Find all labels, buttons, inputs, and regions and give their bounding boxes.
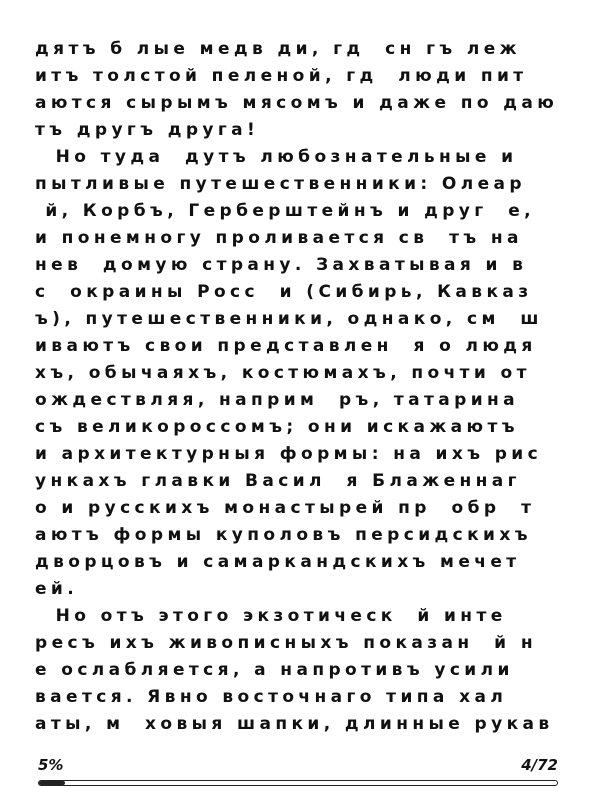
text-line: хъ, обычаяхъ, костюмахъ, почти от xyxy=(35,363,531,383)
text-line: ей. xyxy=(35,579,79,599)
text-line: дятъ б лые медв ди, гд сн гъ леж xyxy=(35,39,521,59)
text-line: итъ толстой пеленой, гд люди пит xyxy=(35,66,528,86)
text-line: нев домую страну. Захватывая и в xyxy=(35,255,528,275)
text-line: и понемногу проливается св тъ на xyxy=(35,228,523,248)
reader-footer xyxy=(38,756,558,796)
text-line: е ослабляется, а напротивъ усили xyxy=(35,660,514,680)
text-line: с окраины Росс и (Сибирь, Кавказ xyxy=(35,282,533,302)
progress-bar-fill xyxy=(39,781,65,785)
text-line: й, Корбъ, Герберштейнъ и друг е, xyxy=(35,201,535,221)
text-line: аты, м ховыя шапки, длинные рукав xyxy=(35,714,554,734)
text-line: аютъ формы куполовъ персидскихъ xyxy=(35,525,532,545)
progress-percent: 5% xyxy=(38,756,64,774)
text-line: ъ), путешественники, однако, см ш xyxy=(35,309,543,329)
text-line: тъ другъ друга! xyxy=(35,120,260,140)
text-line: ресъ ихъ живописныхъ показан й н xyxy=(35,633,537,653)
text-line: пытливые путешественники: Олеар xyxy=(35,174,526,194)
text-line: вается. Явно восточнаго типа хал xyxy=(35,687,508,707)
text-line: дворцовъ и самаркандскихъ мечет xyxy=(35,552,521,572)
text-line: ождествляя, наприм ръ, татарина xyxy=(35,390,520,410)
text-line: о и русскихъ монастырей пр обр т xyxy=(35,498,536,518)
text-line: иваютъ свои представлен я о людя xyxy=(35,336,537,356)
text-line: съ великороссомъ; они искажаютъ xyxy=(35,417,519,437)
text-line: и архитектурныя формы: на ихъ рис xyxy=(35,444,543,464)
book-text xyxy=(35,36,575,738)
text-line: аются сырымъ мясомъ и даже по даю xyxy=(35,93,559,113)
page-number: 4/72 xyxy=(521,756,558,774)
text-line: Но отъ этого экзотическ й инте xyxy=(35,606,507,626)
text-line: ункахъ главки Васил я Блаженнаг xyxy=(35,471,521,491)
text-line: Но туда дутъ любознательные и xyxy=(35,147,518,167)
progress-bar[interactable] xyxy=(38,780,558,786)
